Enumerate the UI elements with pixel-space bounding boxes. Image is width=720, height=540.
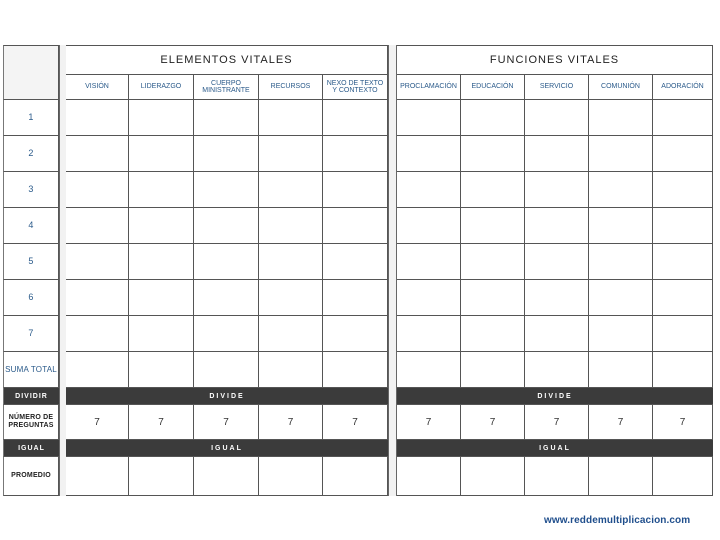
score-input-cell[interactable] [397, 136, 461, 172]
column-header: NEXO DE TEXTO Y CONTEXTO [323, 75, 388, 100]
score-input-cell[interactable] [461, 280, 525, 316]
row-label-dividir: DIVIDIR [3, 388, 59, 405]
score-input-cell[interactable] [397, 280, 461, 316]
score-input-cell[interactable] [259, 280, 323, 316]
total-cell[interactable] [653, 352, 713, 388]
score-input-cell[interactable] [323, 136, 388, 172]
row-label: 7 [3, 316, 59, 352]
score-input-cell[interactable] [397, 172, 461, 208]
group-title-elementos: ELEMENTOS VITALES [66, 45, 388, 75]
column-header: LIDERAZGO [129, 75, 194, 100]
score-input-cell[interactable] [194, 100, 259, 136]
score-input-cell[interactable] [525, 316, 589, 352]
score-input-cell[interactable] [66, 244, 129, 280]
score-input-cell[interactable] [525, 280, 589, 316]
row-label-promedio: PROMEDIO [3, 457, 59, 496]
total-cell[interactable] [525, 352, 589, 388]
score-input-cell[interactable] [461, 100, 525, 136]
question-count: 7 [461, 405, 525, 440]
score-input-cell[interactable] [525, 136, 589, 172]
score-input-cell[interactable] [129, 316, 194, 352]
score-input-cell[interactable] [194, 208, 259, 244]
middle-gap-column [388, 45, 397, 496]
score-input-cell[interactable] [194, 280, 259, 316]
score-input-cell[interactable] [461, 316, 525, 352]
score-input-cell[interactable] [589, 208, 653, 244]
average-cell[interactable] [653, 457, 713, 496]
total-cell[interactable] [397, 352, 461, 388]
average-cell[interactable] [397, 457, 461, 496]
score-input-cell[interactable] [653, 244, 713, 280]
score-input-cell[interactable] [66, 208, 129, 244]
score-table [3, 45, 717, 493]
column-header: ADORACIÓN [653, 75, 713, 100]
score-input-cell[interactable] [194, 172, 259, 208]
footer-url: www.reddemultiplicacion.com [544, 515, 691, 526]
score-input-cell[interactable] [259, 244, 323, 280]
total-cell[interactable] [194, 352, 259, 388]
score-input-cell[interactable] [323, 244, 388, 280]
score-input-cell[interactable] [653, 316, 713, 352]
column-header: SERVICIO [525, 75, 589, 100]
score-input-cell[interactable] [259, 208, 323, 244]
score-input-cell[interactable] [66, 172, 129, 208]
score-input-cell[interactable] [129, 172, 194, 208]
score-input-cell[interactable] [323, 316, 388, 352]
question-count: 7 [397, 405, 461, 440]
average-cell[interactable] [259, 457, 323, 496]
score-input-cell[interactable] [461, 244, 525, 280]
total-cell[interactable] [66, 352, 129, 388]
score-input-cell[interactable] [525, 208, 589, 244]
score-input-cell[interactable] [461, 136, 525, 172]
total-cell[interactable] [461, 352, 525, 388]
score-input-cell[interactable] [323, 208, 388, 244]
score-input-cell[interactable] [397, 100, 461, 136]
score-input-cell[interactable] [589, 100, 653, 136]
score-input-cell[interactable] [259, 316, 323, 352]
average-cell[interactable] [525, 457, 589, 496]
score-input-cell[interactable] [323, 280, 388, 316]
row-label-suma-total: SUMA TOTAL [3, 352, 59, 388]
score-input-cell[interactable] [259, 136, 323, 172]
score-input-cell[interactable] [653, 172, 713, 208]
score-input-cell[interactable] [259, 172, 323, 208]
score-input-cell[interactable] [129, 280, 194, 316]
score-input-cell[interactable] [525, 244, 589, 280]
question-count: 7 [259, 405, 323, 440]
question-count: 7 [653, 405, 713, 440]
column-header: RECURSOS [259, 75, 323, 100]
divide-bar-left: DIVIDE [66, 388, 388, 405]
score-input-cell[interactable] [129, 136, 194, 172]
score-input-cell[interactable] [589, 280, 653, 316]
row-label: 6 [3, 280, 59, 316]
score-input-cell[interactable] [66, 316, 129, 352]
score-input-cell[interactable] [129, 208, 194, 244]
question-count: 7 [129, 405, 194, 440]
row-label-igual: IGUAL [3, 440, 59, 457]
average-cell[interactable] [589, 457, 653, 496]
row-label: 2 [3, 136, 59, 172]
score-input-cell[interactable] [129, 244, 194, 280]
row-label: 4 [3, 208, 59, 244]
score-input-cell[interactable] [525, 172, 589, 208]
igual-bar-left: IGUAL [66, 440, 388, 457]
question-count: 7 [589, 405, 653, 440]
column-header: PROCLAMACIÓN [397, 75, 461, 100]
group-title-funciones: FUNCIONES VITALES [397, 45, 713, 75]
score-input-cell[interactable] [259, 100, 323, 136]
score-input-cell[interactable] [66, 280, 129, 316]
question-count: 7 [525, 405, 589, 440]
score-input-cell[interactable] [66, 136, 129, 172]
score-input-cell[interactable] [129, 100, 194, 136]
column-header: CUERPO MINISTRANTE [194, 75, 259, 100]
row-label-numero-preguntas: NÚMERO DE PREGUNTAS [3, 405, 59, 440]
score-input-cell[interactable] [653, 208, 713, 244]
question-count: 7 [194, 405, 259, 440]
question-count: 7 [66, 405, 129, 440]
total-cell[interactable] [323, 352, 388, 388]
corner-cell [3, 45, 59, 100]
column-header: VISIÓN [66, 75, 129, 100]
score-input-cell[interactable] [397, 208, 461, 244]
average-cell[interactable] [129, 457, 194, 496]
average-cell[interactable] [66, 457, 129, 496]
score-input-cell[interactable] [323, 100, 388, 136]
total-cell[interactable] [259, 352, 323, 388]
row-label: 5 [3, 244, 59, 280]
score-input-cell[interactable] [653, 280, 713, 316]
average-cell[interactable] [461, 457, 525, 496]
score-input-cell[interactable] [653, 136, 713, 172]
total-cell[interactable] [129, 352, 194, 388]
score-input-cell[interactable] [194, 244, 259, 280]
row-label: 3 [3, 172, 59, 208]
divide-bar-right: DIVIDE [397, 388, 713, 405]
score-input-cell[interactable] [194, 316, 259, 352]
score-input-cell[interactable] [653, 100, 713, 136]
score-input-cell[interactable] [461, 172, 525, 208]
igual-bar-right: IGUAL [397, 440, 713, 457]
score-input-cell[interactable] [66, 100, 129, 136]
row-label: 1 [3, 100, 59, 136]
average-cell[interactable] [323, 457, 388, 496]
score-input-cell[interactable] [194, 136, 259, 172]
question-count: 7 [323, 405, 388, 440]
left-gap-column [59, 45, 66, 496]
score-input-cell[interactable] [323, 172, 388, 208]
score-input-cell[interactable] [589, 136, 653, 172]
score-input-cell[interactable] [397, 244, 461, 280]
score-input-cell[interactable] [397, 316, 461, 352]
average-cell[interactable] [194, 457, 259, 496]
score-input-cell[interactable] [589, 172, 653, 208]
total-cell[interactable] [589, 352, 653, 388]
column-header: COMUNIÓN [589, 75, 653, 100]
score-input-cell[interactable] [525, 100, 589, 136]
score-input-cell[interactable] [461, 208, 525, 244]
score-input-cell[interactable] [589, 316, 653, 352]
column-header: EDUCACIÓN [461, 75, 525, 100]
score-input-cell[interactable] [589, 244, 653, 280]
